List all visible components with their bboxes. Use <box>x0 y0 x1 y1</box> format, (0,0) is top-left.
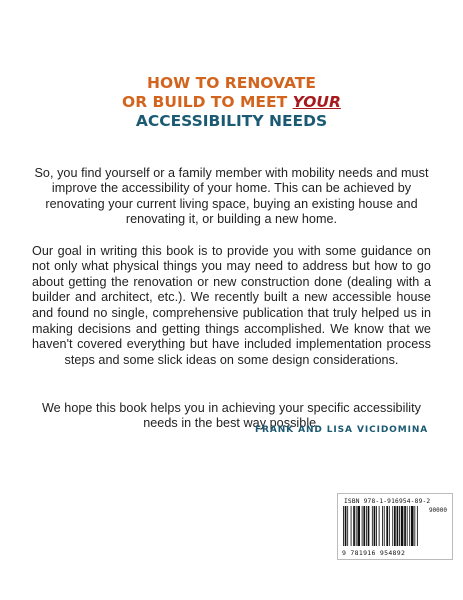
barcode-bar <box>414 506 415 546</box>
barcode-bar <box>397 506 399 546</box>
price-code: 90000 <box>428 507 447 514</box>
closing-paragraph: We hope this book helps you in achieving your specific accessibility needs in the best way possible. <box>41 400 422 431</box>
barcode-bar <box>394 506 396 546</box>
barcode-bar <box>374 506 376 546</box>
barcode-bar <box>351 506 352 546</box>
barcode-bar <box>353 506 355 546</box>
barcode-bar <box>392 506 393 546</box>
title-line-2-prefix: OR BUILD TO MEET <box>122 93 288 111</box>
barcode-bar <box>379 506 380 546</box>
barcode-bar <box>389 506 390 546</box>
isbn-label: ISBN 978-1-916954-89-2 <box>344 498 431 505</box>
barcode-bar <box>362 506 363 546</box>
barcode-bar <box>356 506 357 546</box>
barcode-bar <box>399 506 400 546</box>
barcode-bar <box>384 506 385 546</box>
title-emphasis: YOUR <box>292 93 341 111</box>
barcode-bar <box>407 506 408 546</box>
title-line-3: ACCESSIBILITY NEEDS <box>135 112 328 130</box>
barcode-bar <box>368 506 370 546</box>
barcode-bar <box>345 506 347 546</box>
barcode-bar <box>411 506 414 546</box>
barcode-bar <box>404 506 406 546</box>
title-line-1: HOW TO RENOVATE <box>147 74 316 92</box>
goal-paragraph: Our goal in writing this book is to provide you with some guidance on not only what physical things you may need to address but how to go about getting the renovation or new construction done (dealing with a builder and architect, etc.). We recently built a new accessible house and found no single, comprehensive publication that truly helped us in making decisions and getting things accomplished. We know that we haven't covered everything but have included implementation process steps and some slick ideas on some design considerations. <box>32 243 431 367</box>
book-title <box>0 74 463 131</box>
barcode-bar <box>366 506 367 546</box>
barcode-bar <box>363 506 365 546</box>
barcode-bar <box>376 506 377 546</box>
barcode-bar <box>409 506 410 546</box>
barcode-bar <box>372 506 373 546</box>
title-line-2 <box>0 93 463 112</box>
barcode-bar <box>357 506 360 546</box>
barcode-bar <box>382 506 383 546</box>
barcode-bar <box>401 506 404 546</box>
intro-paragraph: So, you find yourself or a family member with mobility needs and must improve the accessibility of your home. This can be achieved by renovating your current living space, buying an existing house and renovating it, or building a new home. <box>34 165 429 227</box>
barcode-bar <box>417 506 418 546</box>
barcode-bar <box>343 506 344 546</box>
barcode-bar <box>347 506 348 546</box>
author-credit: FRANK AND LISA VICIDOMINA <box>255 425 429 435</box>
isbn-barcode <box>337 493 453 560</box>
barcode-bar <box>386 506 388 546</box>
barcode-number: 9 781916 954892 <box>342 549 406 557</box>
